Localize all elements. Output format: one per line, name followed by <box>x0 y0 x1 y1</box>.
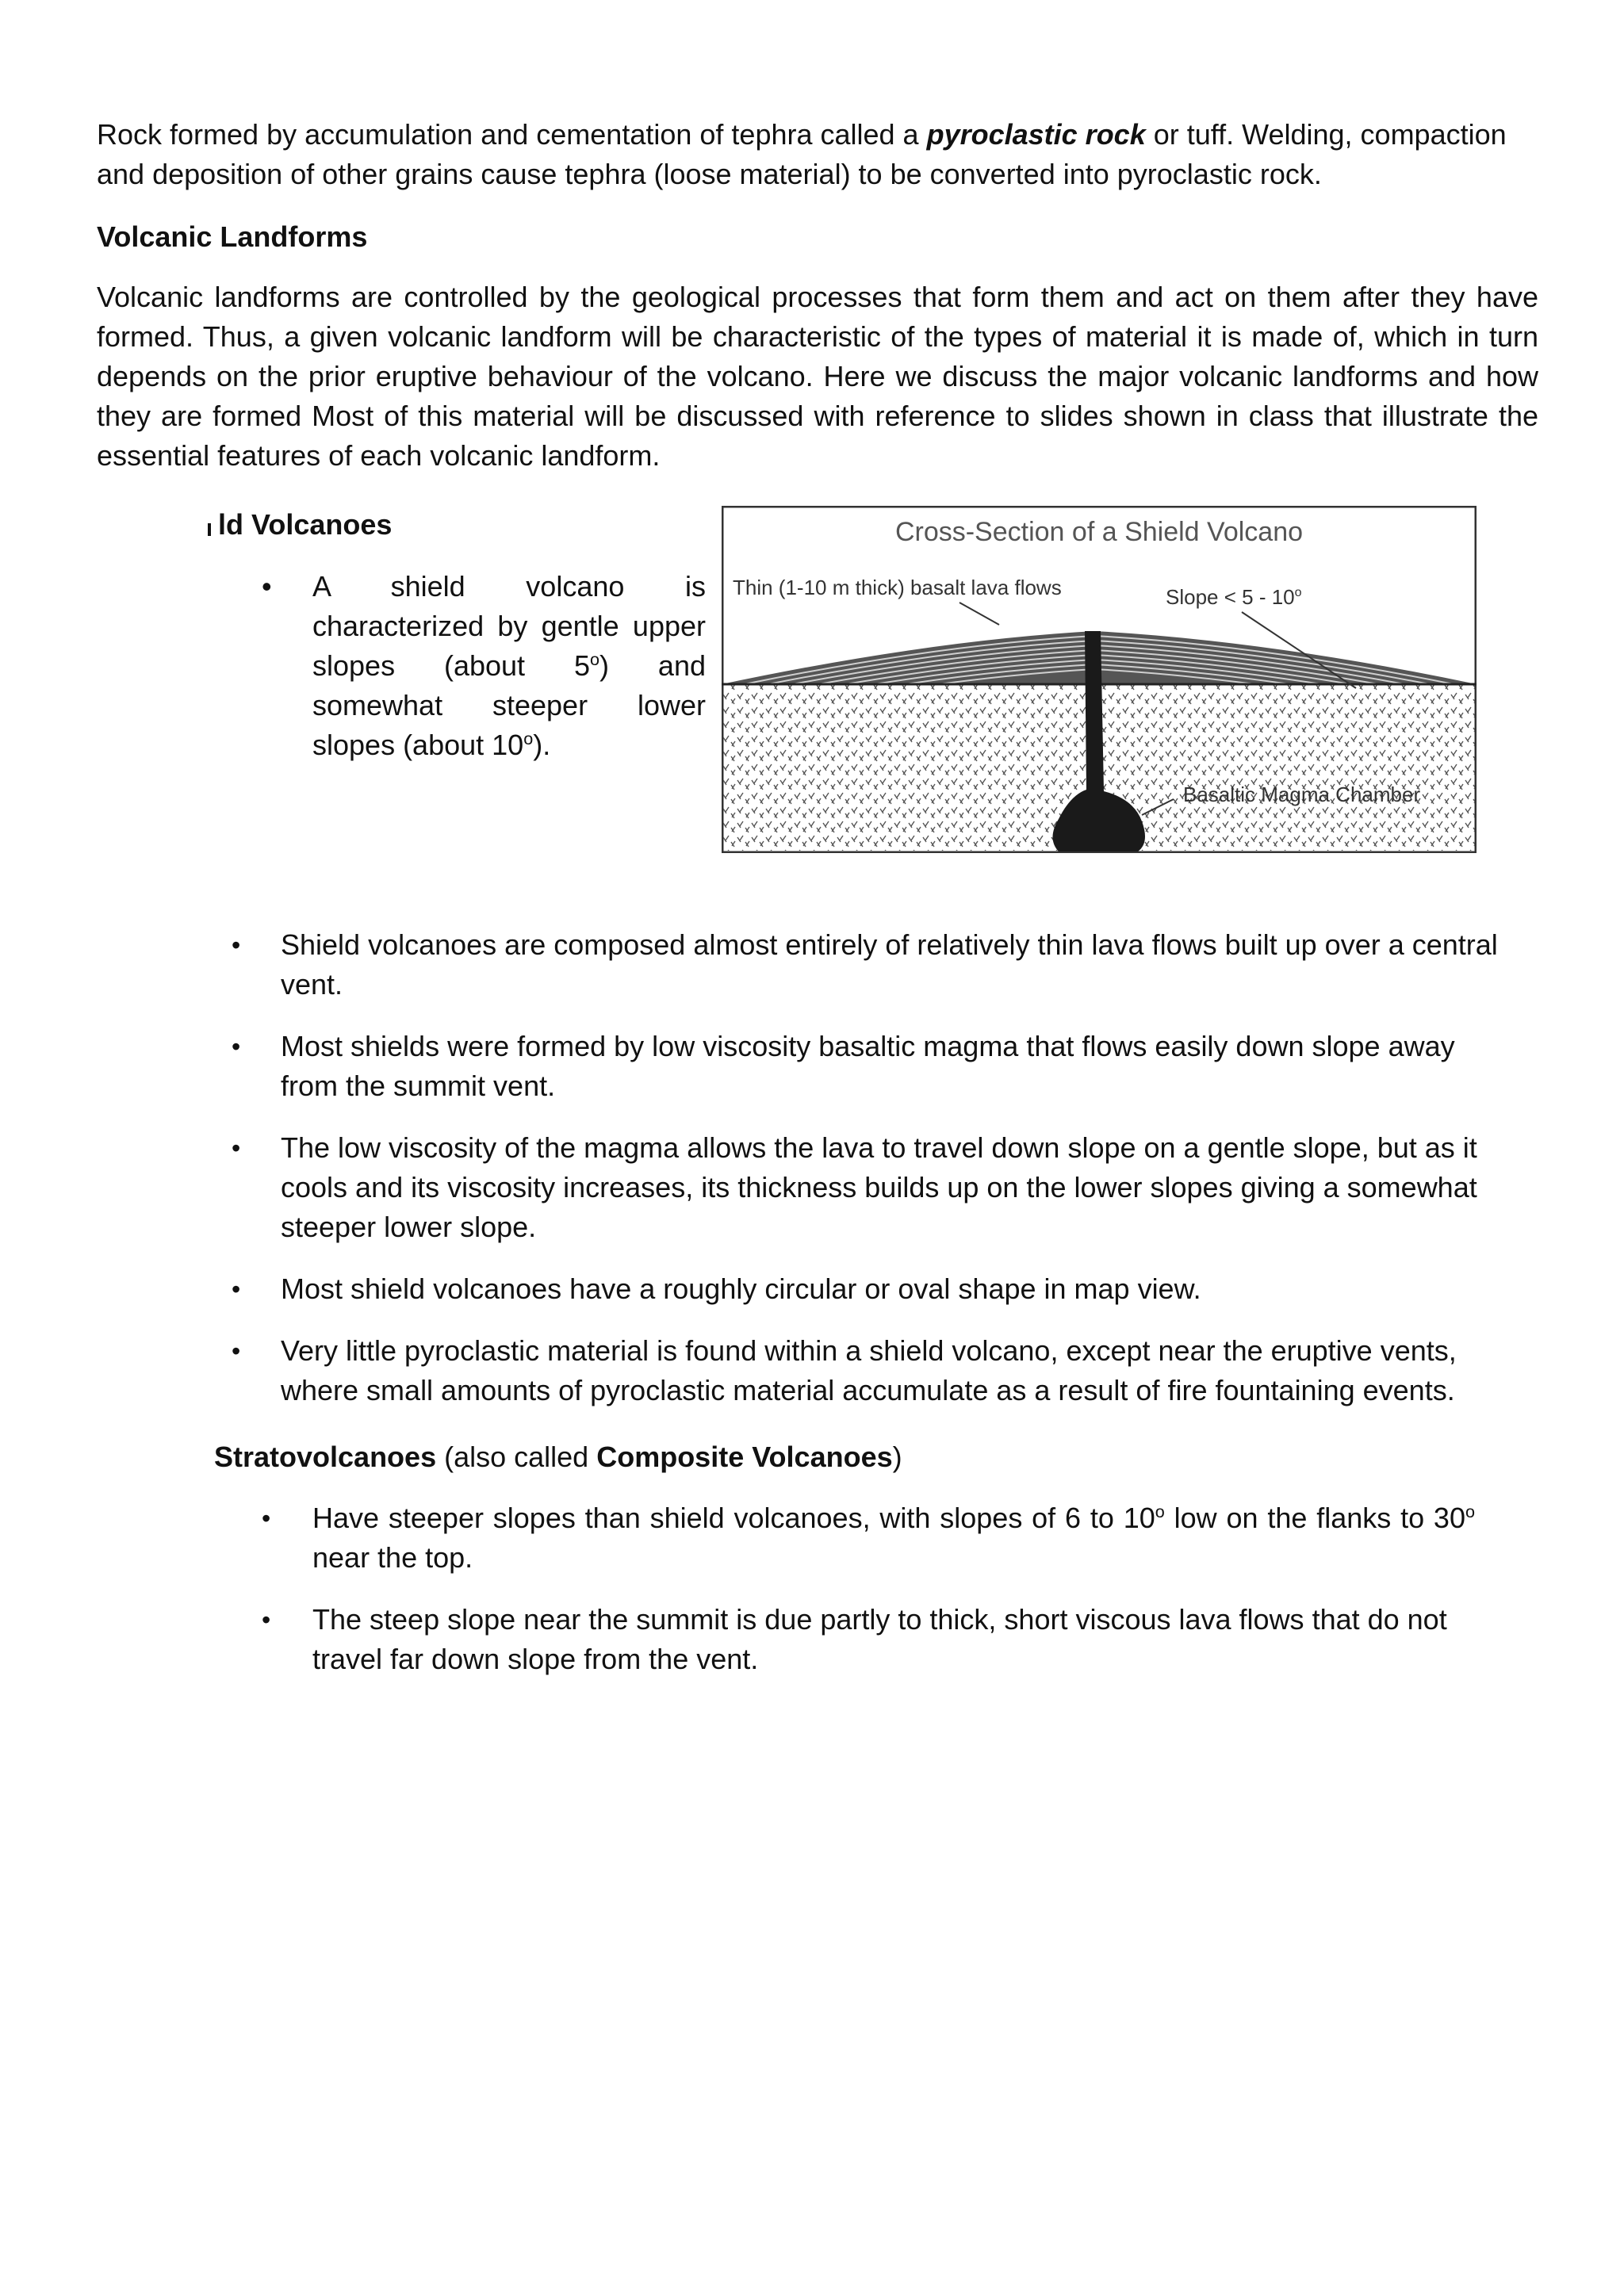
intro-text-pre: Rock formed by accumulation and cementation of tephra called a <box>97 118 927 151</box>
shield-volcano-cross-section-figure <box>722 506 1477 853</box>
list-item: • The steep slope near the summit is due partly to thick, short viscous lava flows that do not travel far down slope from the vent. <box>262 1603 1447 1675</box>
figure-title: Cross-Section of a Shield Volcano <box>894 517 1304 547</box>
intro-paragraph <box>97 115 1538 194</box>
shield-bullets <box>232 925 1516 1410</box>
list-item: • Shield volcanoes are composed almost entirely of relatively thin lava flows built up over a central vent. <box>232 928 1498 1001</box>
clipped-letter-fragment <box>208 523 216 536</box>
strato-bullets <box>262 1498 1475 1679</box>
list-item: • Very little pyroclastic material is found within a shield volcano, except near the eruptive vents, where small amounts of pyroclastic material accumulate as a result of fire fountaining events. <box>232 1334 1457 1406</box>
list-item: • Most shield volcanoes have a roughly circular or oval shape in map view. <box>232 1272 1201 1305</box>
volcanic-landforms-heading: Volcanic Landforms <box>97 220 368 253</box>
label-lava-flows: Thin (1-10 m thick) basalt lava flows <box>733 576 1062 599</box>
bullet-dot: • <box>262 570 272 603</box>
shield-side-bullet-text: A shield volcano is characterized by gentle upper slopes (about 5$^o$) and somewhat steeper lower slopes (about 10$^o$). <box>312 570 706 761</box>
landforms-paragraph: Volcanic landforms are controlled by the geological processes that form them and act on them after they have formed. Thus, a given volcanic landform will be characteristic of the types of material it is made of, which in turn depends on the prior eruptive behaviour of the volcano. Here we discuss the major volcanic landforms and how they are formed Most of this material will be discussed with reference to slides shown in class that illustrate the essential features of each volcanic landform. <box>97 281 1538 472</box>
pyroclastic-rock-term: pyroclastic rock <box>926 118 1146 151</box>
label-magma-chamber: Basaltic Magma Chamber <box>1183 783 1421 806</box>
list-item: • Have steeper slopes than shield volcanoes, with slopes of 6 to 10$^o$ low on the flanks to 30$^o$ near the top. <box>262 1502 1475 1574</box>
intro-text-post: or tuff. Welding, compaction and deposition of other grains cause tephra (loose material) to be converted into pyroclastic rock. <box>97 118 1507 190</box>
list-item: • Most shields were formed by low viscosity basaltic magma that flows easily down slope away from the summit vent. <box>232 1030 1455 1102</box>
shield-volcanoes-heading: ld Volcanoes <box>208 505 392 545</box>
shield-side-bullet <box>262 567 706 765</box>
list-item: • The low viscosity of the magma allows the lava to travel down slope on a gentle slope, but as it cools and its viscosity increases, its thickness builds up on the lower slopes giving a somewhat steeper lower slope. <box>232 1131 1477 1243</box>
stratovolcanoes-heading: Stratovolcanoes (also called Composite Volcanoes) <box>214 1441 902 1473</box>
label-slope: Slope < 5 - 10$^o$ <box>1166 585 1302 609</box>
